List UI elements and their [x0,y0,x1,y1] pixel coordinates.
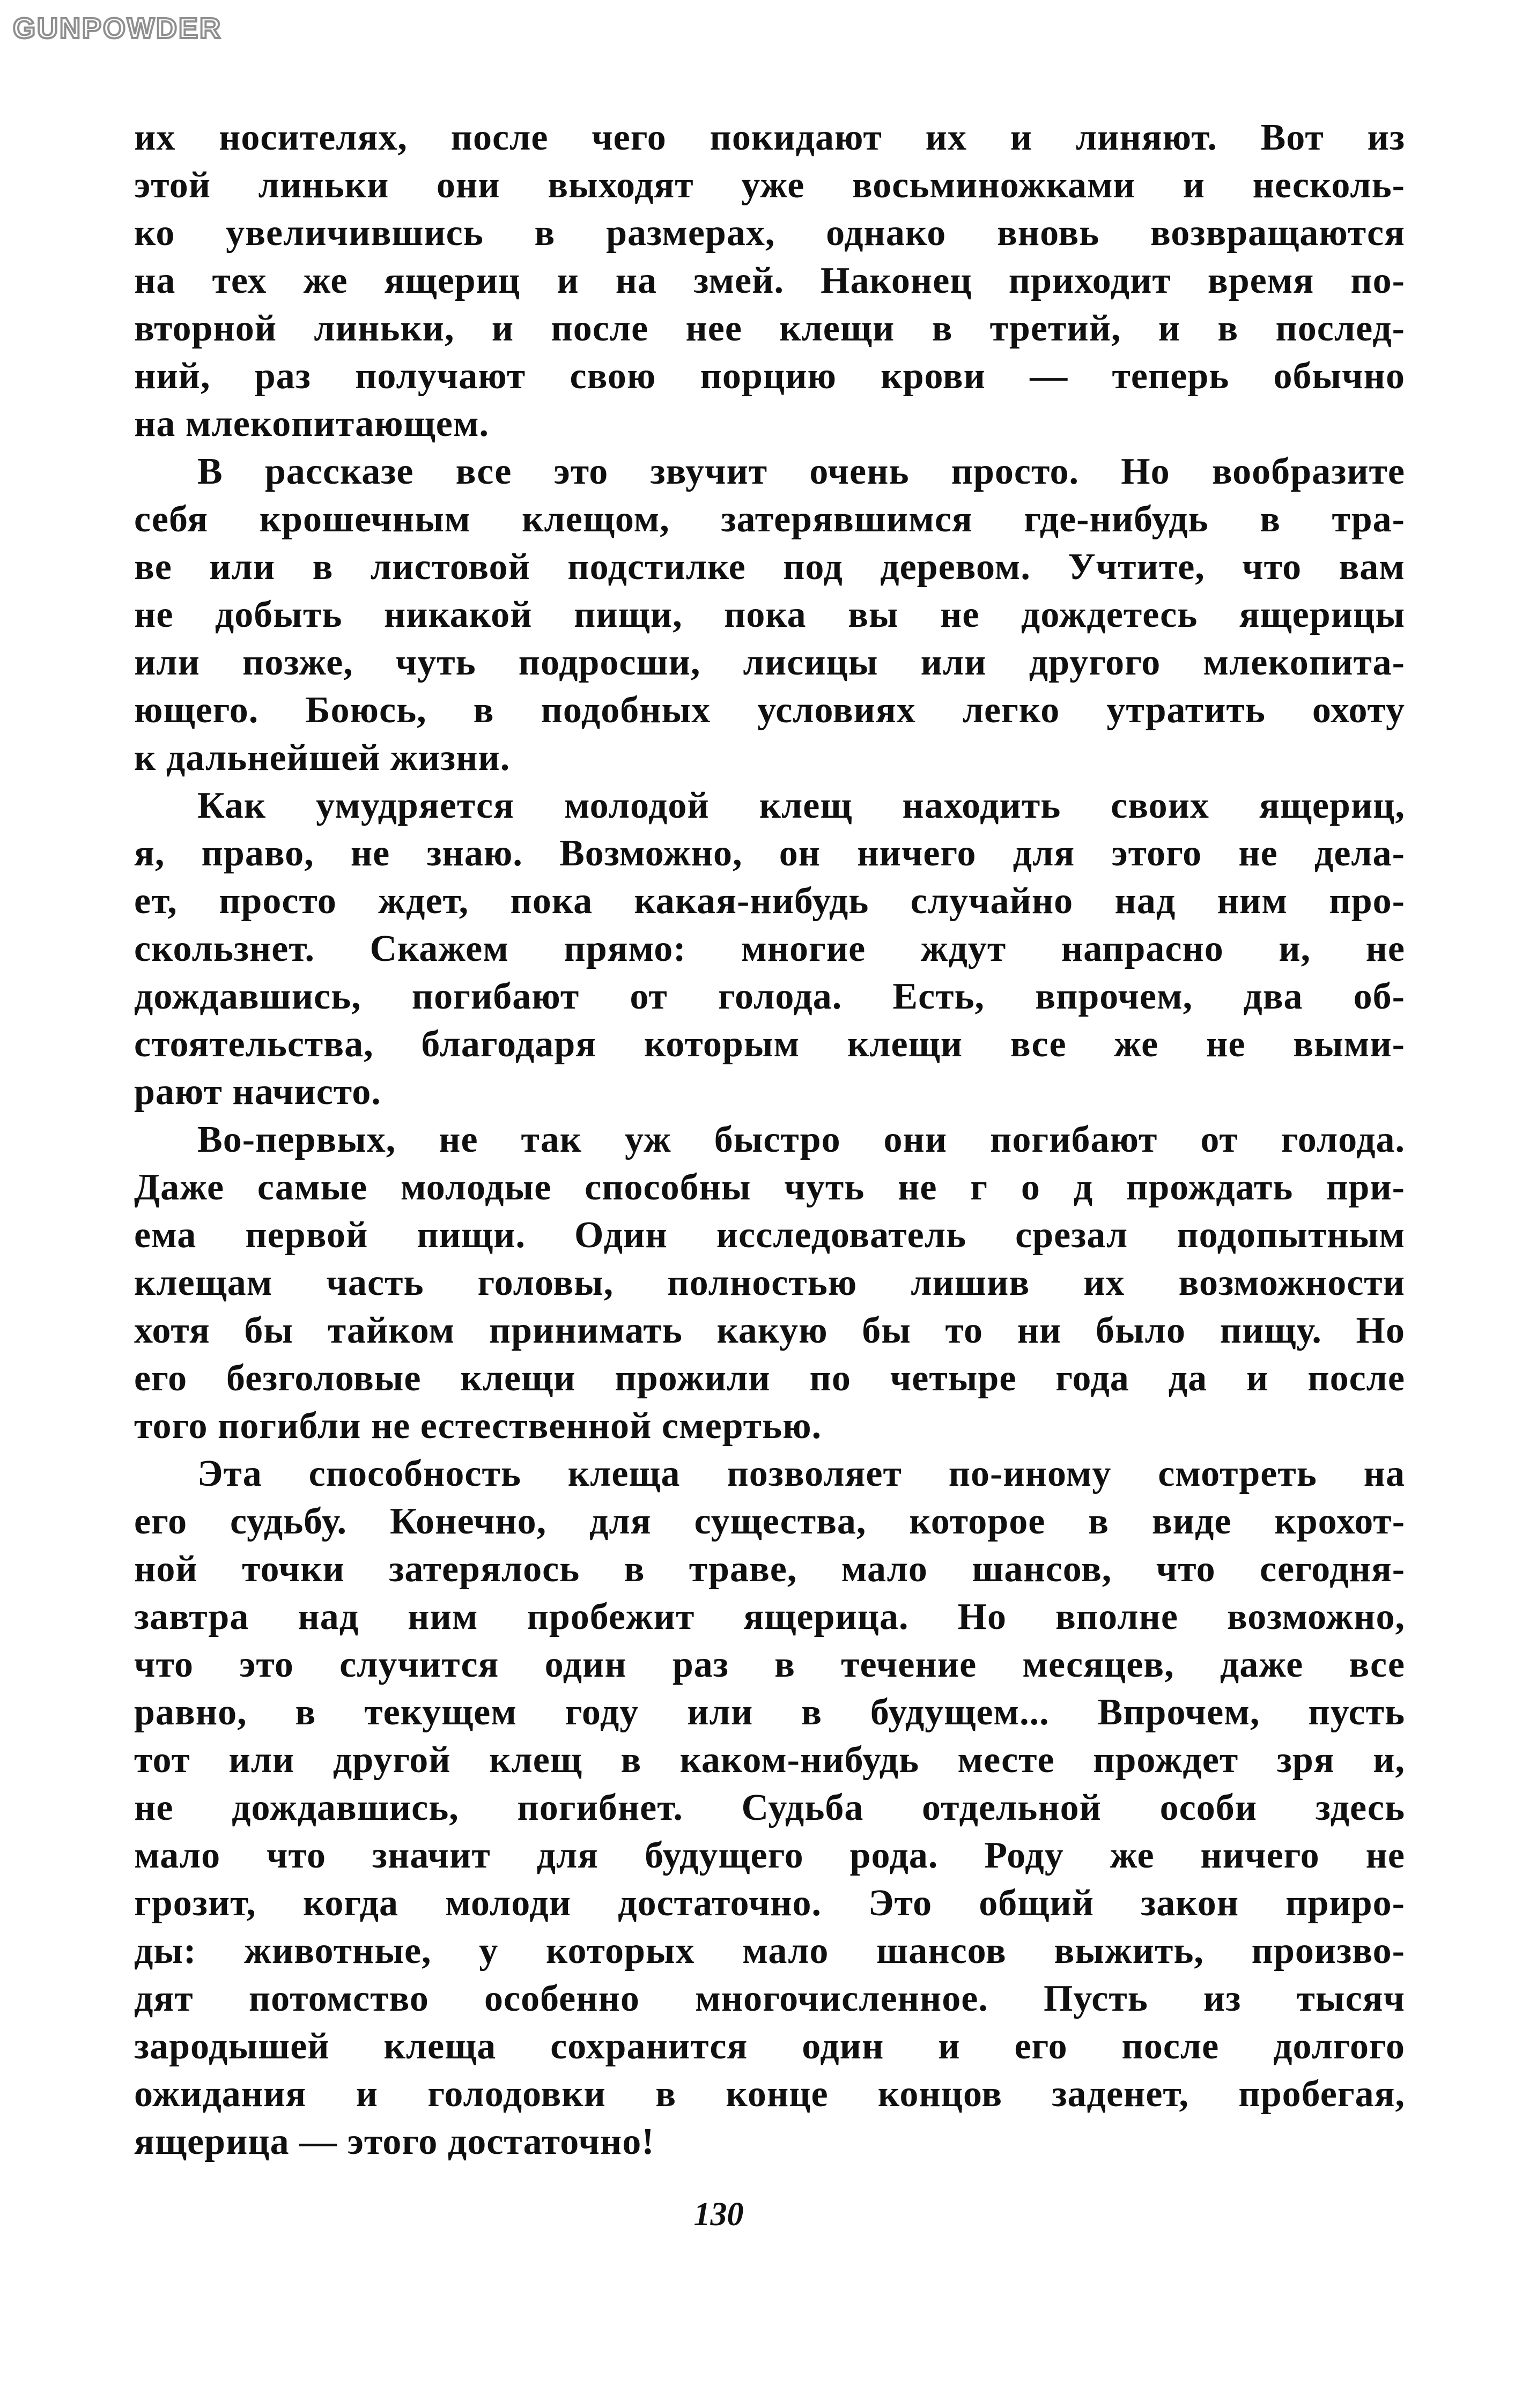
text-line: или позже, чуть подросши, лисицы или другого млекопита- [134,642,1405,683]
text-line: скользнет. Скажем прямо: многие ждут напрасно и, не [134,928,1405,969]
text-line: ет, просто ждет, пока какая-нибудь случайно над ним про- [134,880,1405,922]
text-line: того погибли не естественной смертью. [134,1405,822,1447]
text-line: ний, раз получают свою порцию крови — теперь обычно [134,355,1405,397]
text-line: их носителях, после чего покидают их и линяют. Вот из [134,117,1405,158]
text-line: вторной линьки, и после нее клещи в третий, и в послед- [134,308,1405,349]
text-line: не добыть никакой пищи, пока вы не дождетесь ящерицы [134,594,1405,635]
text-line: дят потомство особенно многочисленное. Пусть из тысяч [134,1978,1405,2019]
text-line: зародышей клеща сохранится один и его после долгого [134,2026,1405,2067]
text-line: на тех же ящериц и на змей. Наконец приходит время по- [134,260,1405,301]
text-line: мало что значит для будущего рода. Роду же ничего не [134,1835,1405,1876]
text-line: В рассказе все это звучит очень просто. Но вообразите [197,451,1405,492]
text-line: Эта способность клеща позволяет по-иному смотреть на [197,1453,1405,1494]
text-line: дождавшись, погибают от голода. Есть, впрочем, два об- [134,976,1405,1017]
text-line: что это случится один раз в течение месяцев, даже все [134,1644,1405,1685]
text-line: рают начисто. [134,1071,381,1113]
text-line: равно, в текущем году или в будущем... Впрочем, пусть [134,1692,1405,1733]
page-number: 130 [693,2196,744,2233]
text-line: ема первой пищи. Один исследователь срезал подопытным [134,1214,1405,1256]
text-line: я, право, не знаю. Возможно, он ничего для этого не дела- [134,833,1405,874]
text-line: к дальнейшей жизни. [134,737,511,779]
text-line: ожидания и голодовки в конце концов заденет, пробегая, [134,2073,1405,2115]
text-line: стоятельства, благодаря которым клещи все же не выми- [134,1024,1405,1065]
page-text [134,114,1405,2166]
gunpowder-watermark: GUNPOWDER [13,12,222,45]
text-line: клещам часть головы, полностью лишив их возможности [134,1262,1405,1303]
text-line: ды: животные, у которых мало шансов выжить, произво- [134,1930,1405,1972]
text-line: ющего. Боюсь, в подобных условиях легко утратить охоту [134,690,1405,731]
text-line: его безголовые клещи прожили по четыре года да и после [134,1358,1405,1399]
text-line: завтра над ним пробежит ящерица. Но вполне возможно, [134,1596,1405,1638]
text-line: его судьбу. Конечно, для существа, которое в виде крохот- [134,1501,1405,1542]
text-line: ко увеличившись в размерах, однако вновь возвращаются [134,212,1405,254]
text-line: Даже самые молодые способны чуть не г о д прождать при- [134,1167,1405,1208]
text-line: Как умудряется молодой клещ находить своих ящериц, [197,785,1405,826]
text-line: себя крошечным клещом, затерявшимся где-нибудь в тра- [134,499,1405,540]
text-line: не дождавшись, погибнет. Судьба отдельной особи здесь [134,1787,1405,1828]
text-line: на млекопитающем. [134,403,490,444]
text-line: ящерица — этого достаточно! [134,2121,655,2162]
text-line: ве или в листовой подстилке под деревом. Учтите, что вам [134,546,1405,588]
text-line: этой линьки они выходят уже восьминожками и несколь- [134,165,1405,206]
text-line: ной точки затерялось в траве, мало шансов, что сегодня- [134,1548,1405,1590]
text-line: тот или другой клещ в каком-нибудь месте прождет зря и, [134,1739,1405,1781]
text-line: Во-первых, не так уж быстро они погибают от голода. [197,1119,1405,1160]
text-line: грозит, когда молоди достаточно. Это общий закон приро- [134,1883,1405,1924]
text-line: хотя бы тайком принимать какую бы то ни было пищу. Но [134,1310,1405,1351]
